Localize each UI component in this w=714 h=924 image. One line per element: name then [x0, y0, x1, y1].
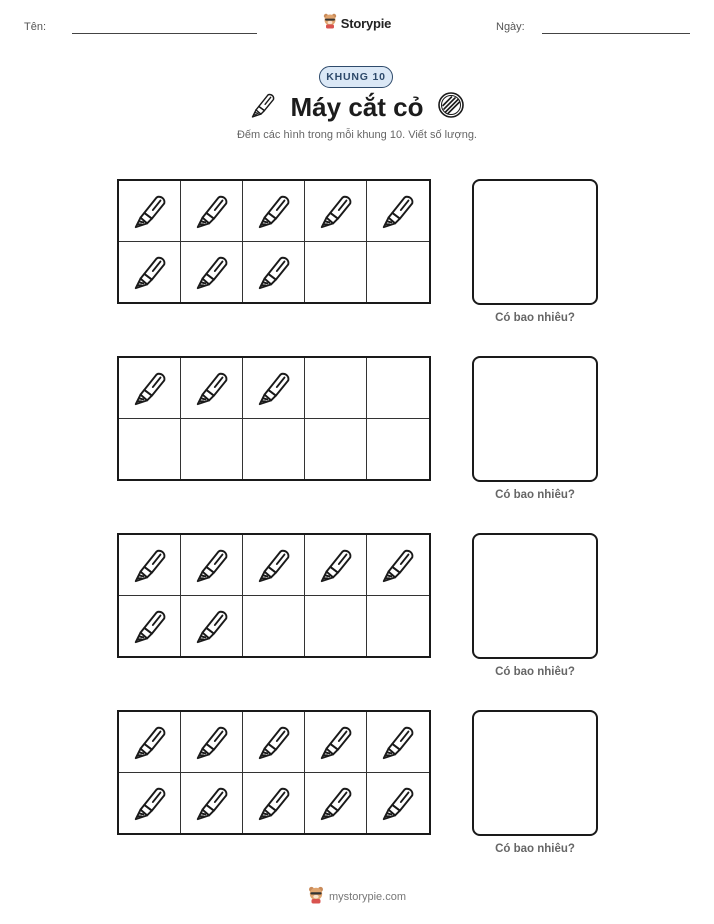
trimmer-icon	[193, 192, 231, 230]
frame-cell	[119, 419, 181, 480]
trimmer-icon	[379, 784, 417, 822]
frame-cell	[119, 712, 181, 773]
frame-cell	[367, 596, 429, 657]
trimmer-icon	[193, 607, 231, 645]
answer-box-4[interactable]	[472, 710, 598, 836]
frame-cell	[119, 242, 181, 303]
ten-frame-4	[117, 710, 431, 835]
frame-cell	[367, 419, 429, 480]
answer-label: Có bao nhiêu?	[495, 489, 575, 501]
ten-frame-1	[117, 179, 431, 304]
frame-cell	[119, 535, 181, 596]
trimmer-icon	[317, 784, 355, 822]
ten-frame-3	[117, 533, 431, 658]
frame-cell	[181, 358, 243, 419]
frame-cell	[243, 419, 305, 480]
trimmer-icon	[193, 253, 231, 291]
frame-cell	[181, 773, 243, 834]
answer-box-3[interactable]	[472, 533, 598, 659]
frame-cell	[119, 358, 181, 419]
trimmer-icon	[249, 91, 277, 124]
frame-cell	[181, 535, 243, 596]
frame-cell	[181, 242, 243, 303]
trimmer-icon	[131, 253, 169, 291]
answer-label: Có bao nhiêu?	[495, 666, 575, 678]
ten-frame-2	[117, 356, 431, 481]
instructions: Đếm các hình trong mỗi khung 10. Viết số lượng.	[236, 129, 477, 141]
frame-cell	[367, 773, 429, 834]
frame-cell	[367, 535, 429, 596]
trimmer-icon	[131, 192, 169, 230]
trimmer-icon	[131, 723, 169, 761]
trimmer-icon	[255, 253, 293, 291]
frame-cell	[367, 712, 429, 773]
frame-cell	[181, 419, 243, 480]
frame-cell	[243, 773, 305, 834]
frame-cell	[119, 773, 181, 834]
page-title: Máy cắt cỏ	[290, 91, 424, 122]
frame-cell	[305, 712, 367, 773]
trimmer-icon	[193, 369, 231, 407]
trimmer-icon	[193, 546, 231, 584]
trimmer-icon	[317, 723, 355, 761]
frame-cell	[119, 596, 181, 657]
trimmer-icon	[193, 723, 231, 761]
answer-label: Có bao nhiêu?	[495, 843, 575, 855]
frame-cell	[181, 596, 243, 657]
frame-cell	[305, 535, 367, 596]
trimmer-icon	[255, 546, 293, 584]
footer	[0, 886, 714, 907]
frame-cell	[305, 596, 367, 657]
frame-type-badge: KHUNG 10	[319, 66, 393, 88]
trimmer-icon	[131, 607, 169, 645]
date-label: Ngày:	[496, 21, 525, 33]
name-label: Tên:	[24, 21, 47, 33]
trimmer-icon	[193, 784, 231, 822]
frame-cell	[305, 181, 367, 242]
frame-cell	[367, 358, 429, 419]
frame-cell	[367, 181, 429, 242]
frame-cell	[181, 181, 243, 242]
title-row	[0, 88, 714, 126]
trimmer-icon	[317, 192, 355, 230]
trimmer-icon	[255, 723, 293, 761]
trimmer-icon	[255, 784, 293, 822]
trimmer-icon	[255, 192, 293, 230]
frame-cell	[243, 358, 305, 419]
trimmer-icon	[379, 546, 417, 584]
trimmer-icon	[131, 369, 169, 407]
trimmer-icon	[379, 723, 417, 761]
brand-name: Storypie	[340, 16, 392, 31]
frame-cell	[243, 181, 305, 242]
bear-logo-icon	[323, 13, 337, 34]
trimmer-icon	[317, 546, 355, 584]
frame-cell	[367, 242, 429, 303]
frame-cell	[305, 419, 367, 480]
answer-label: Có bao nhiêu?	[495, 312, 575, 324]
frame-cell	[305, 358, 367, 419]
bear-logo-icon	[308, 886, 324, 907]
frame-cell	[243, 535, 305, 596]
frame-cell	[305, 242, 367, 303]
trimmer-icon	[131, 546, 169, 584]
brand-logo	[0, 13, 714, 34]
frame-cell	[243, 712, 305, 773]
frame-cell	[305, 773, 367, 834]
trimmer-icon	[379, 192, 417, 230]
date-line[interactable]	[542, 33, 690, 34]
answer-box-1[interactable]	[472, 179, 598, 305]
answer-box-2[interactable]	[472, 356, 598, 482]
frame-cell	[243, 242, 305, 303]
ball-icon	[437, 91, 465, 124]
trimmer-icon	[131, 784, 169, 822]
frame-cell	[243, 596, 305, 657]
frame-cell	[181, 712, 243, 773]
footer-url: mystorypie.com	[328, 890, 407, 903]
trimmer-icon	[255, 369, 293, 407]
frame-cell	[119, 181, 181, 242]
